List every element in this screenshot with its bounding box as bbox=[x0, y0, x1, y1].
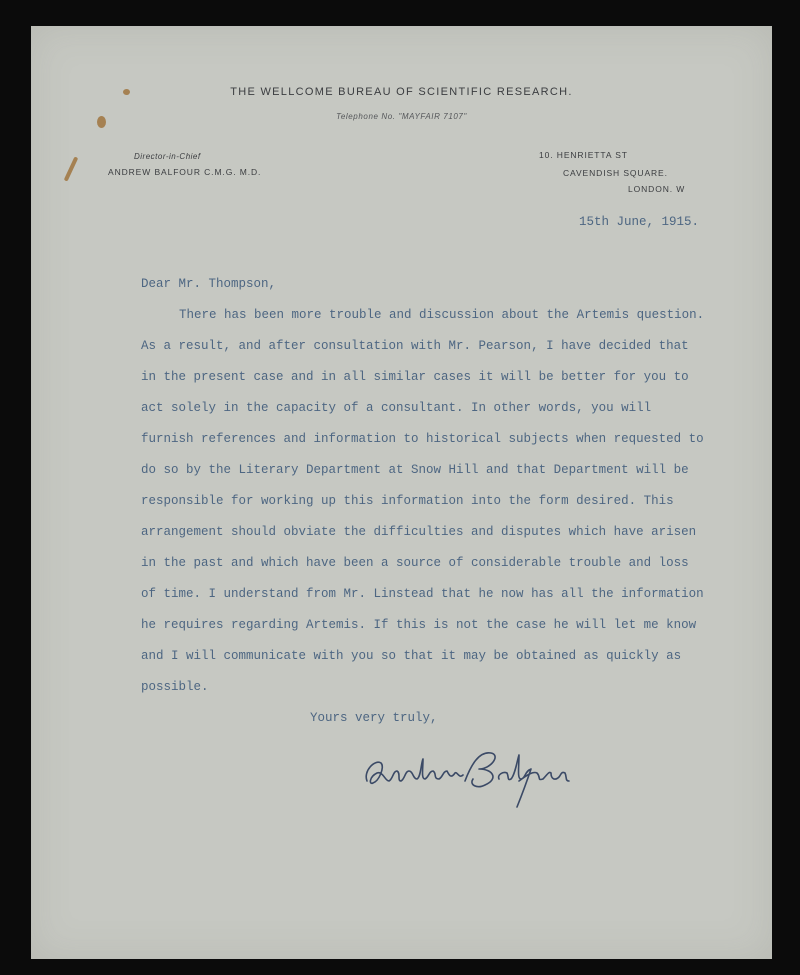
body-line: do so by the Literary Department at Snow Hill and that Department will be bbox=[141, 463, 689, 477]
body-line: As a result, and after consultation with Mr. Pearson, I have decided that bbox=[141, 339, 689, 353]
body-line: arrangement should obviate the difficulties and disputes which have arisen bbox=[141, 525, 697, 539]
rust-stain bbox=[64, 156, 79, 181]
body-line: in the present case and in all similar cases it will be better for you to bbox=[141, 370, 689, 384]
letterhead-organization: THE WELLCOME BUREAU OF SCIENTIFIC RESEARCH. bbox=[230, 86, 573, 98]
letter-date: 15th June, 1915. bbox=[579, 215, 700, 229]
salutation: Dear Mr. Thompson, bbox=[141, 277, 277, 291]
body-line: possible. bbox=[141, 680, 209, 694]
body-line: of time. I understand from Mr. Linstead that he now has all the information bbox=[141, 587, 704, 601]
address-line-3: LONDON. W bbox=[628, 184, 686, 194]
address-line-2: CAVENDISH SQUARE. bbox=[563, 168, 668, 178]
body-line: and I will communicate with you so that it may be obtained as quickly as bbox=[141, 649, 682, 663]
director-role: Director-in-Chief bbox=[134, 152, 201, 161]
handwritten-signature bbox=[361, 741, 571, 811]
letterhead-telephone: Telephone No. "MAYFAIR 7107" bbox=[336, 112, 467, 121]
body-line: act solely in the capacity of a consultant. In other words, you will bbox=[141, 401, 652, 415]
body-line: he requires regarding Artemis. If this is not the case he will let me know bbox=[141, 618, 697, 632]
body-line: There has been more trouble and discussion about the Artemis question. bbox=[179, 308, 705, 322]
director-name: ANDREW BALFOUR C.M.G. M.D. bbox=[108, 167, 262, 177]
closing: Yours very truly, bbox=[310, 711, 438, 725]
letter-sheet bbox=[31, 26, 772, 959]
body-line: responsible for working up this information into the form desired. This bbox=[141, 494, 674, 508]
body-line: in the past and which have been a source of considerable trouble and loss bbox=[141, 556, 689, 570]
body-line: furnish references and information to historical subjects when requested to bbox=[141, 432, 704, 446]
address-line-1: 10. HENRIETTA ST bbox=[539, 150, 628, 160]
